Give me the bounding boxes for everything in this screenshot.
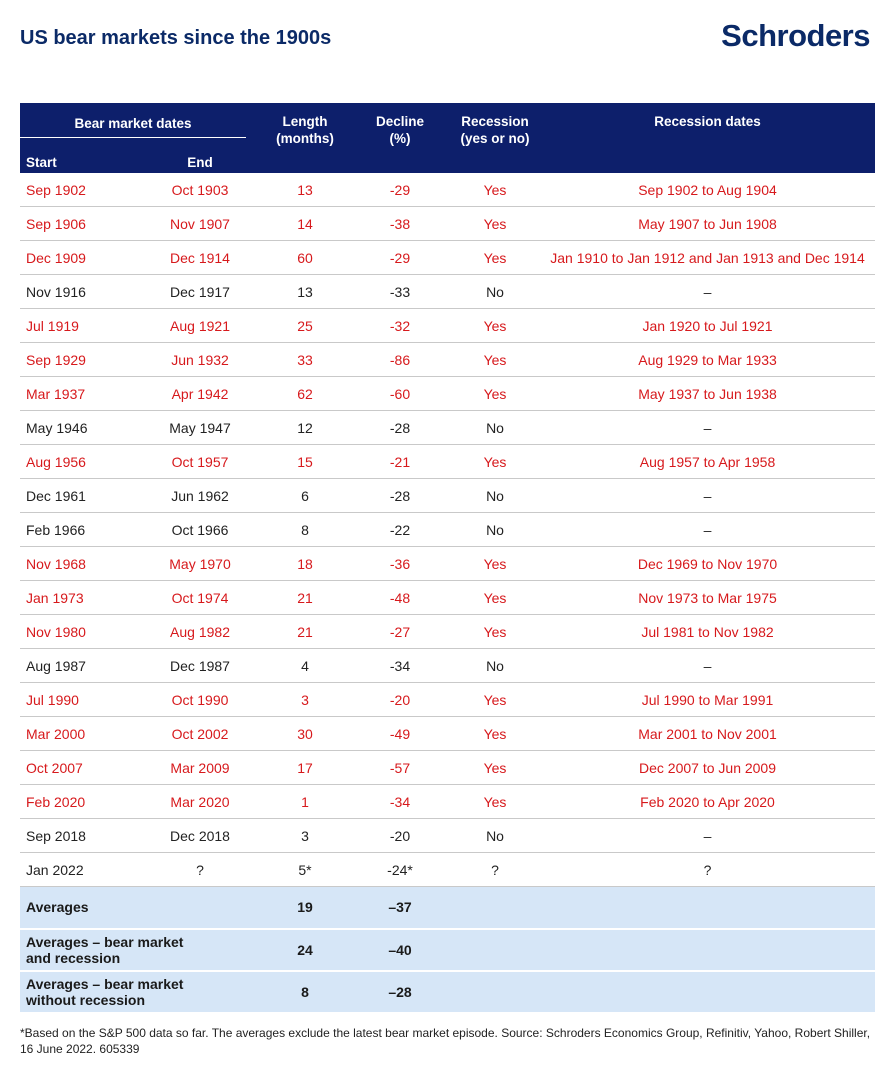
table-row xyxy=(20,377,875,411)
end-cell: Apr 1942 xyxy=(140,377,260,411)
start-cell: Dec 1909 xyxy=(20,241,140,275)
end-cell: Oct 1974 xyxy=(140,581,260,615)
recession-dates-cell: Jan 1910 to Jan 1912 and Jan 1913 and Dec 1914 xyxy=(540,241,875,275)
decline-cell: -20 xyxy=(350,683,450,717)
recession-dates-cell: ? xyxy=(540,853,875,887)
end-cell: Oct 1990 xyxy=(140,683,260,717)
length-cell: 14 xyxy=(260,207,350,241)
recession-cell: ? xyxy=(450,853,540,887)
decline-cell: -34 xyxy=(350,649,450,683)
averages-label: Averages – bear market without recession xyxy=(20,971,260,1013)
start-cell: Mar 2000 xyxy=(20,717,140,751)
length-cell: 3 xyxy=(260,819,350,853)
start-cell: Aug 1987 xyxy=(20,649,140,683)
length-cell: 15 xyxy=(260,445,350,479)
decline-cell: -24* xyxy=(350,853,450,887)
recession-header: Recession (yes or no) xyxy=(450,103,540,173)
averages-row xyxy=(20,929,875,971)
start-cell: Sep 1902 xyxy=(20,173,140,207)
recession-dates-cell: Jul 1981 to Nov 1982 xyxy=(540,615,875,649)
decline-cell: -33 xyxy=(350,275,450,309)
length-cell: 21 xyxy=(260,615,350,649)
length-cell: 25 xyxy=(260,309,350,343)
footnote: *Based on the S&P 500 data so far. The averages exclude the latest bear market episode. Source: Schroders Economics Group, Refinitiv, Yahoo, Robert Shiller, 16 June 2022. 605339 xyxy=(20,1026,871,1056)
length-cell: 30 xyxy=(260,717,350,751)
table-row xyxy=(20,207,875,241)
recession-cell: Yes xyxy=(450,785,540,819)
table-row xyxy=(20,717,875,751)
length-cell: 1 xyxy=(260,785,350,819)
recession-dates-cell: – xyxy=(540,479,875,513)
length-cell: 4 xyxy=(260,649,350,683)
decline-cell: -86 xyxy=(350,343,450,377)
start-cell: Oct 2007 xyxy=(20,751,140,785)
recession-cell: Yes xyxy=(450,683,540,717)
recession-cell: Yes xyxy=(450,241,540,275)
table-row xyxy=(20,853,875,887)
recession-cell: Yes xyxy=(450,751,540,785)
recession-cell: Yes xyxy=(450,581,540,615)
length-cell: 3 xyxy=(260,683,350,717)
averages-length: 19 xyxy=(260,887,350,929)
decline-cell: -29 xyxy=(350,173,450,207)
table-row xyxy=(20,479,875,513)
recession-dates-cell: May 1937 to Jun 1938 xyxy=(540,377,875,411)
table-row xyxy=(20,547,875,581)
decline-cell: -36 xyxy=(350,547,450,581)
recession-cell: No xyxy=(450,513,540,547)
start-cell: Nov 1980 xyxy=(20,615,140,649)
start-cell: Sep 1929 xyxy=(20,343,140,377)
end-cell: Aug 1982 xyxy=(140,615,260,649)
decline-cell: -57 xyxy=(350,751,450,785)
averages-empty xyxy=(450,887,875,929)
start-cell: Jul 1919 xyxy=(20,309,140,343)
length-cell: 13 xyxy=(260,173,350,207)
end-cell: May 1947 xyxy=(140,411,260,445)
start-cell: Sep 1906 xyxy=(20,207,140,241)
start-cell: Sep 2018 xyxy=(20,819,140,853)
recession-dates-cell: Dec 1969 to Nov 1970 xyxy=(540,547,875,581)
end-cell: Oct 2002 xyxy=(140,717,260,751)
table-row xyxy=(20,649,875,683)
bear-markets-table xyxy=(20,103,875,1014)
end-cell: Oct 1966 xyxy=(140,513,260,547)
table-row xyxy=(20,275,875,309)
recession-dates-cell: Jan 1920 to Jul 1921 xyxy=(540,309,875,343)
recession-cell: Yes xyxy=(450,615,540,649)
end-cell: Aug 1921 xyxy=(140,309,260,343)
recession-cell: Yes xyxy=(450,547,540,581)
recession-cell: Yes xyxy=(450,445,540,479)
recession-cell: No xyxy=(450,479,540,513)
averages-label: Averages xyxy=(20,887,260,929)
decline-cell: -60 xyxy=(350,377,450,411)
length-cell: 62 xyxy=(260,377,350,411)
decline-cell: -27 xyxy=(350,615,450,649)
decline-cell: -49 xyxy=(350,717,450,751)
start-cell: Nov 1968 xyxy=(20,547,140,581)
table-row xyxy=(20,445,875,479)
table-row xyxy=(20,513,875,547)
averages-empty xyxy=(450,971,875,1013)
start-cell: Nov 1916 xyxy=(20,275,140,309)
decline-cell: -22 xyxy=(350,513,450,547)
recession-dates-cell: Sep 1902 to Aug 1904 xyxy=(540,173,875,207)
recession-dates-cell: – xyxy=(540,649,875,683)
averages-row xyxy=(20,887,875,929)
length-cell: 6 xyxy=(260,479,350,513)
length-cell: 12 xyxy=(260,411,350,445)
table-row xyxy=(20,173,875,207)
end-cell: Oct 1957 xyxy=(140,445,260,479)
table-row xyxy=(20,411,875,445)
recession-cell: Yes xyxy=(450,377,540,411)
averages-length: 8 xyxy=(260,971,350,1013)
bear-market-dates-header: Bear market dates xyxy=(20,103,260,151)
recession-dates-cell: Aug 1929 to Mar 1933 xyxy=(540,343,875,377)
recession-cell: No xyxy=(450,649,540,683)
table-row xyxy=(20,785,875,819)
end-header: End xyxy=(140,151,260,173)
recession-dates-cell: Aug 1957 to Apr 1958 xyxy=(540,445,875,479)
table-row xyxy=(20,819,875,853)
start-cell: Jan 1973 xyxy=(20,581,140,615)
table-row xyxy=(20,309,875,343)
start-header: Start xyxy=(20,151,140,173)
recession-dates-cell: May 1907 to Jun 1908 xyxy=(540,207,875,241)
start-cell: Feb 1966 xyxy=(20,513,140,547)
recession-dates-cell: Dec 2007 to Jun 2009 xyxy=(540,751,875,785)
decline-cell: -28 xyxy=(350,479,450,513)
decline-cell: -32 xyxy=(350,309,450,343)
end-cell: Nov 1907 xyxy=(140,207,260,241)
recession-dates-cell: Feb 2020 to Apr 2020 xyxy=(540,785,875,819)
averages-row xyxy=(20,971,875,1013)
recession-cell: Yes xyxy=(450,309,540,343)
recession-cell: Yes xyxy=(450,717,540,751)
recession-cell: No xyxy=(450,411,540,445)
averages-section xyxy=(20,887,875,1013)
start-cell: May 1946 xyxy=(20,411,140,445)
decline-cell: -21 xyxy=(350,445,450,479)
decline-cell: -20 xyxy=(350,819,450,853)
table-row xyxy=(20,615,875,649)
end-cell: Jun 1932 xyxy=(140,343,260,377)
recession-cell: Yes xyxy=(450,173,540,207)
end-cell: Mar 2009 xyxy=(140,751,260,785)
recession-cell: No xyxy=(450,275,540,309)
start-cell: Jan 2022 xyxy=(20,853,140,887)
length-cell: 60 xyxy=(260,241,350,275)
start-cell: Jul 1990 xyxy=(20,683,140,717)
schroders-logo: Schroders xyxy=(721,18,870,53)
decline-header: Decline (%) xyxy=(350,103,450,173)
start-cell: Aug 1956 xyxy=(20,445,140,479)
length-cell: 8 xyxy=(260,513,350,547)
end-cell: Dec 1914 xyxy=(140,241,260,275)
recession-cell: Yes xyxy=(450,343,540,377)
end-cell: Jun 1962 xyxy=(140,479,260,513)
table-row xyxy=(20,751,875,785)
averages-label: Averages – bear market and recession xyxy=(20,929,260,971)
length-cell: 5* xyxy=(260,853,350,887)
end-cell: Dec 1917 xyxy=(140,275,260,309)
decline-cell: -29 xyxy=(350,241,450,275)
table-row xyxy=(20,683,875,717)
length-cell: 17 xyxy=(260,751,350,785)
decline-cell: -34 xyxy=(350,785,450,819)
decline-cell: -48 xyxy=(350,581,450,615)
recession-dates-cell: Jul 1990 to Mar 1991 xyxy=(540,683,875,717)
start-cell: Feb 2020 xyxy=(20,785,140,819)
recession-dates-header: Recession dates xyxy=(540,103,875,173)
recession-dates-cell: – xyxy=(540,275,875,309)
recession-dates-cell: – xyxy=(540,819,875,853)
end-cell: ? xyxy=(140,853,260,887)
table-body xyxy=(20,173,875,887)
end-cell: May 1970 xyxy=(140,547,260,581)
recession-dates-cell: Mar 2001 to Nov 2001 xyxy=(540,717,875,751)
decline-cell: -28 xyxy=(350,411,450,445)
length-cell: 13 xyxy=(260,275,350,309)
length-cell: 18 xyxy=(260,547,350,581)
recession-dates-cell: – xyxy=(540,513,875,547)
averages-length: 24 xyxy=(260,929,350,971)
recession-cell: No xyxy=(450,819,540,853)
end-cell: Dec 1987 xyxy=(140,649,260,683)
end-cell: Oct 1903 xyxy=(140,173,260,207)
decline-cell: -38 xyxy=(350,207,450,241)
table-row xyxy=(20,241,875,275)
end-cell: Mar 2020 xyxy=(140,785,260,819)
page-title: US bear markets since the 1900s xyxy=(20,27,332,49)
averages-empty xyxy=(450,929,875,971)
recession-cell: Yes xyxy=(450,207,540,241)
table-row xyxy=(20,343,875,377)
recession-dates-cell: Nov 1973 to Mar 1975 xyxy=(540,581,875,615)
averages-decline: –28 xyxy=(350,971,450,1013)
recession-dates-cell: – xyxy=(540,411,875,445)
averages-decline: –37 xyxy=(350,887,450,929)
length-cell: 33 xyxy=(260,343,350,377)
averages-decline: –40 xyxy=(350,929,450,971)
end-cell: Dec 2018 xyxy=(140,819,260,853)
start-cell: Mar 1937 xyxy=(20,377,140,411)
start-cell: Dec 1961 xyxy=(20,479,140,513)
length-cell: 21 xyxy=(260,581,350,615)
table-row xyxy=(20,581,875,615)
length-header: Length (months) xyxy=(260,103,350,173)
